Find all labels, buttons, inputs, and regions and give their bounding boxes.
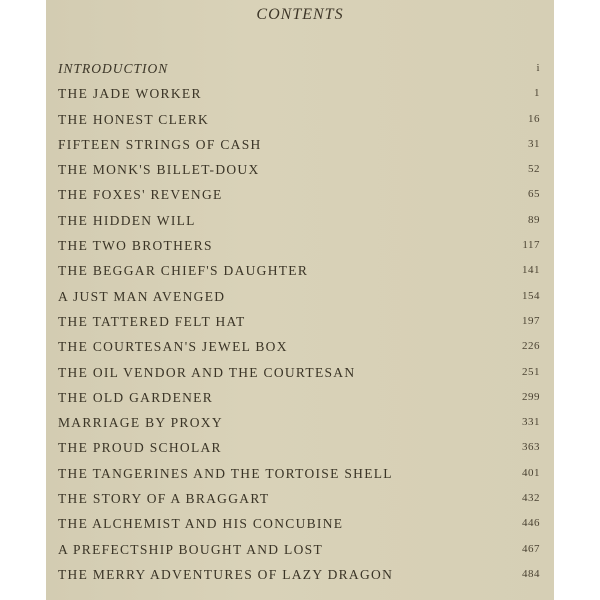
toc-entry-title: MARRIAGE BY PROXY [58,415,223,431]
toc-entry-introduction [46,56,554,81]
toc-entry-page: 251 [522,365,540,378]
toc-entry-title: FIFTEEN STRINGS OF CASH [58,136,262,152]
toc-entry-page: 363 [522,441,540,454]
toc-entry [46,107,554,132]
toc-entry-title: THE OLD GARDENER [58,389,214,405]
toc-entry-title: THE HONEST CLERK [58,111,210,127]
toc-entry-page: 31 [528,137,540,150]
toc-entry-title: THE ALCHEMIST AND HIS CONCUBINE [58,516,344,532]
toc-entry-page: 52 [528,163,540,176]
toc-entry [46,435,554,460]
toc-entry-title: A JUST MAN AVENGED [58,288,226,304]
toc-entry [46,208,554,233]
toc-entry-page: 446 [522,517,540,530]
toc-entry-page: 89 [528,213,540,226]
toc-entry-title: THE COURTESAN'S JEWEL BOX [58,339,288,355]
toc-entry [46,385,554,410]
toc-entry-title: THE OIL VENDOR AND THE COURTESAN [58,364,356,380]
toc-entry-page: 484 [522,567,540,580]
toc-entry-title: THE MERRY ADVENTURES OF LAZY DRAGON [58,566,394,582]
toc-entry-title: THE STORY OF A BRAGGART [58,491,270,507]
toc-entry-title: THE FOXES' REVENGE [58,187,223,203]
toc-entry [46,284,554,309]
toc-entry-title: THE PROUD SCHOLAR [58,440,222,456]
toc-entry-page: 16 [528,112,540,125]
toc-entry [46,182,554,207]
toc-entry [46,157,554,182]
toc-entry-page: i [536,62,540,74]
toc-entry-page: 65 [528,188,540,201]
toc-entry [46,562,554,587]
toc-entry-page: 197 [522,314,540,327]
toc-entry [46,537,554,562]
toc-entry [46,511,554,536]
toc-entry [46,486,554,511]
toc-entry-page: 467 [522,542,540,555]
toc-entry-page: 117 [522,239,540,252]
page-title: CONTENTS [256,6,344,23]
book-page [46,0,554,600]
toc-entry-title: THE TANGERINES AND THE TORTOISE SHELL [58,465,393,481]
toc-entry-title: THE JADE WORKER [58,86,202,102]
toc-entry-title: THE MONK'S BILLET-DOUX [58,162,260,178]
toc-entry-title: THE BEGGAR CHIEF'S DAUGHTER [58,263,309,279]
toc-entry-page: 1 [534,87,540,100]
toc-entry [46,410,554,435]
toc-entry-title: THE HIDDEN WILL [58,212,196,228]
toc-entry-page: 154 [522,289,540,302]
table-of-contents [46,56,554,587]
toc-entry-page: 331 [522,416,540,429]
toc-entry-page: 401 [522,466,540,479]
toc-entry-page: 299 [522,390,540,403]
toc-entry-title: THE TWO BROTHERS [58,238,213,254]
toc-entry-title: THE TATTERED FELT HAT [58,313,246,329]
toc-entry [46,258,554,283]
toc-entry-page: 226 [522,340,540,353]
toc-entry [46,81,554,106]
toc-entry-page: 432 [522,492,540,505]
toc-entry [46,360,554,385]
toc-entry [46,334,554,359]
toc-entry [46,309,554,334]
toc-entry [46,233,554,258]
toc-entry-page: 141 [522,264,540,277]
toc-entry [46,132,554,157]
toc-entry-title: A PREFECTSHIP BOUGHT AND LOST [58,541,323,557]
toc-entry-title: INTRODUCTION [58,61,169,76]
toc-entry [46,461,554,486]
